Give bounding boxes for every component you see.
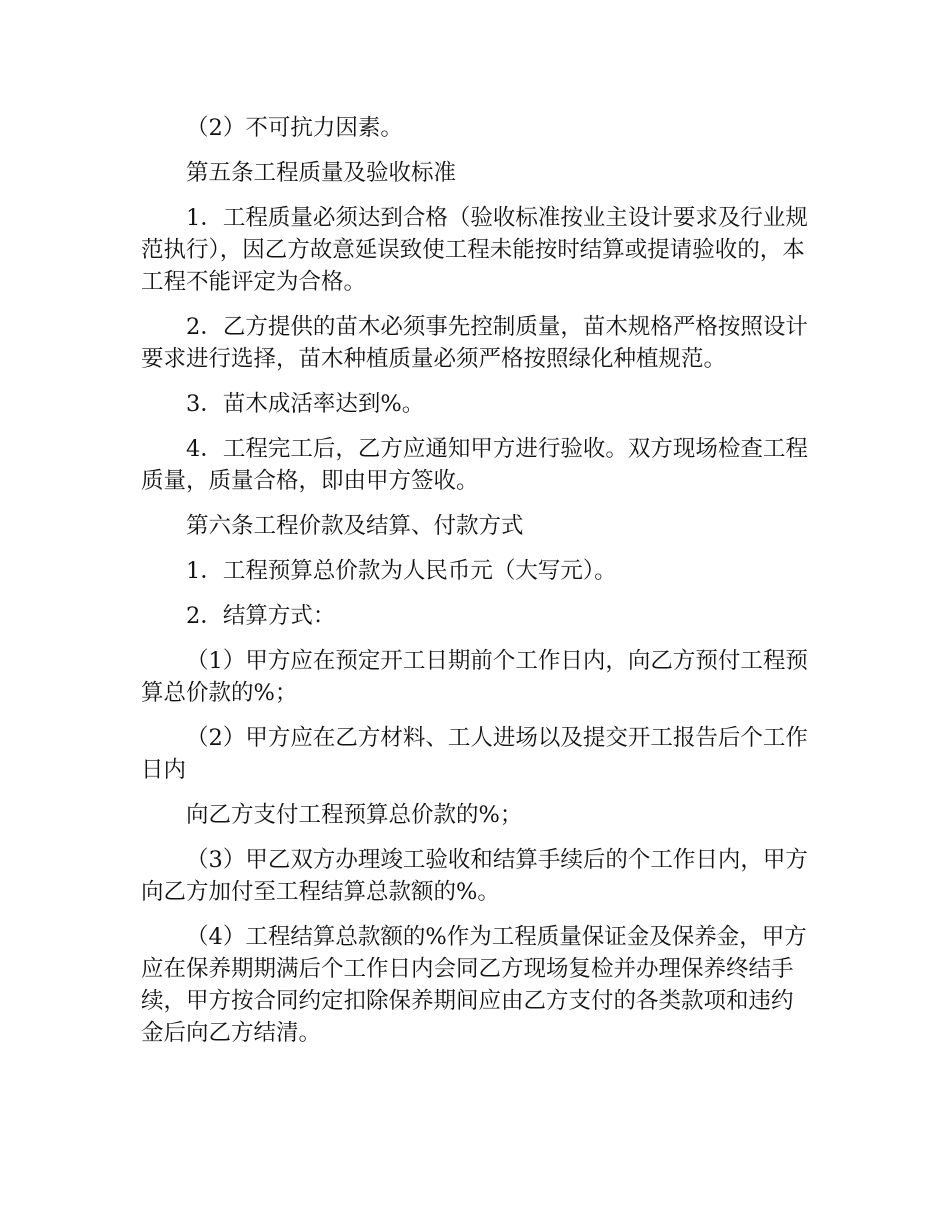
heading-article-5: 第五条工程质量及验收标准 [186, 160, 457, 186]
heading-article-6: 第六条工程价款及结算、付款方式 [186, 513, 524, 539]
paragraph-quality-1: 1．工程质量必须达到合格（验收标准按业主设计要求及行业规范执行），因乙方故意延误致使工程未能按时结算或提请验收的，本工程不能评定为合格。 [141, 205, 808, 295]
paragraph-settlement-2-cont: 向乙方支付工程预算总价款的%； [186, 802, 523, 828]
paragraph-settlement-4: （4）工程结算总款额的%作为工程质量保证金及保养金，甲方应在保养期期满后个工作日内会同乙方现场复检并办理保养终结手续，甲方按合同约定扣除保养期间应由乙方支付的各类款项和违约金后向乙方结清。 [141, 924, 807, 1046]
paragraph-quality-4: 4．工程完工后，乙方应通知甲方进行验收。双方现场检查工程质量，质量合格，即由甲方签收。 [141, 436, 808, 494]
paragraph-settlement-2: （2）甲方应在乙方材料、工人进场以及提交开工报告后个工作日内 [141, 725, 808, 783]
paragraph-force-majeure: （2）不可抗力因素。 [186, 115, 403, 141]
paragraph-settlement-1: （1）甲方应在预定开工日期前个工作日内，向乙方预付工程预算总价款的%； [141, 648, 808, 706]
paragraph-payment-1: 1．工程预算总价款为人民币元（大写元）。 [186, 558, 617, 584]
paragraph-quality-3: 3．苗木成活率达到%。 [186, 391, 425, 417]
paragraph-payment-2: 2．结算方式： [186, 603, 336, 629]
document-body [141, 112, 813, 1062]
paragraph-settlement-3: （3）甲乙双方办理竣工验收和结算手续后的个工作日内，甲方向乙方加付至工程结算总款额的%。 [141, 847, 808, 905]
paragraph-quality-2: 2．乙方提供的苗木必须事先控制质量，苗木规格严格按照设计要求进行选择，苗木种植质量必须严格按照绿化种植规范。 [141, 314, 808, 372]
